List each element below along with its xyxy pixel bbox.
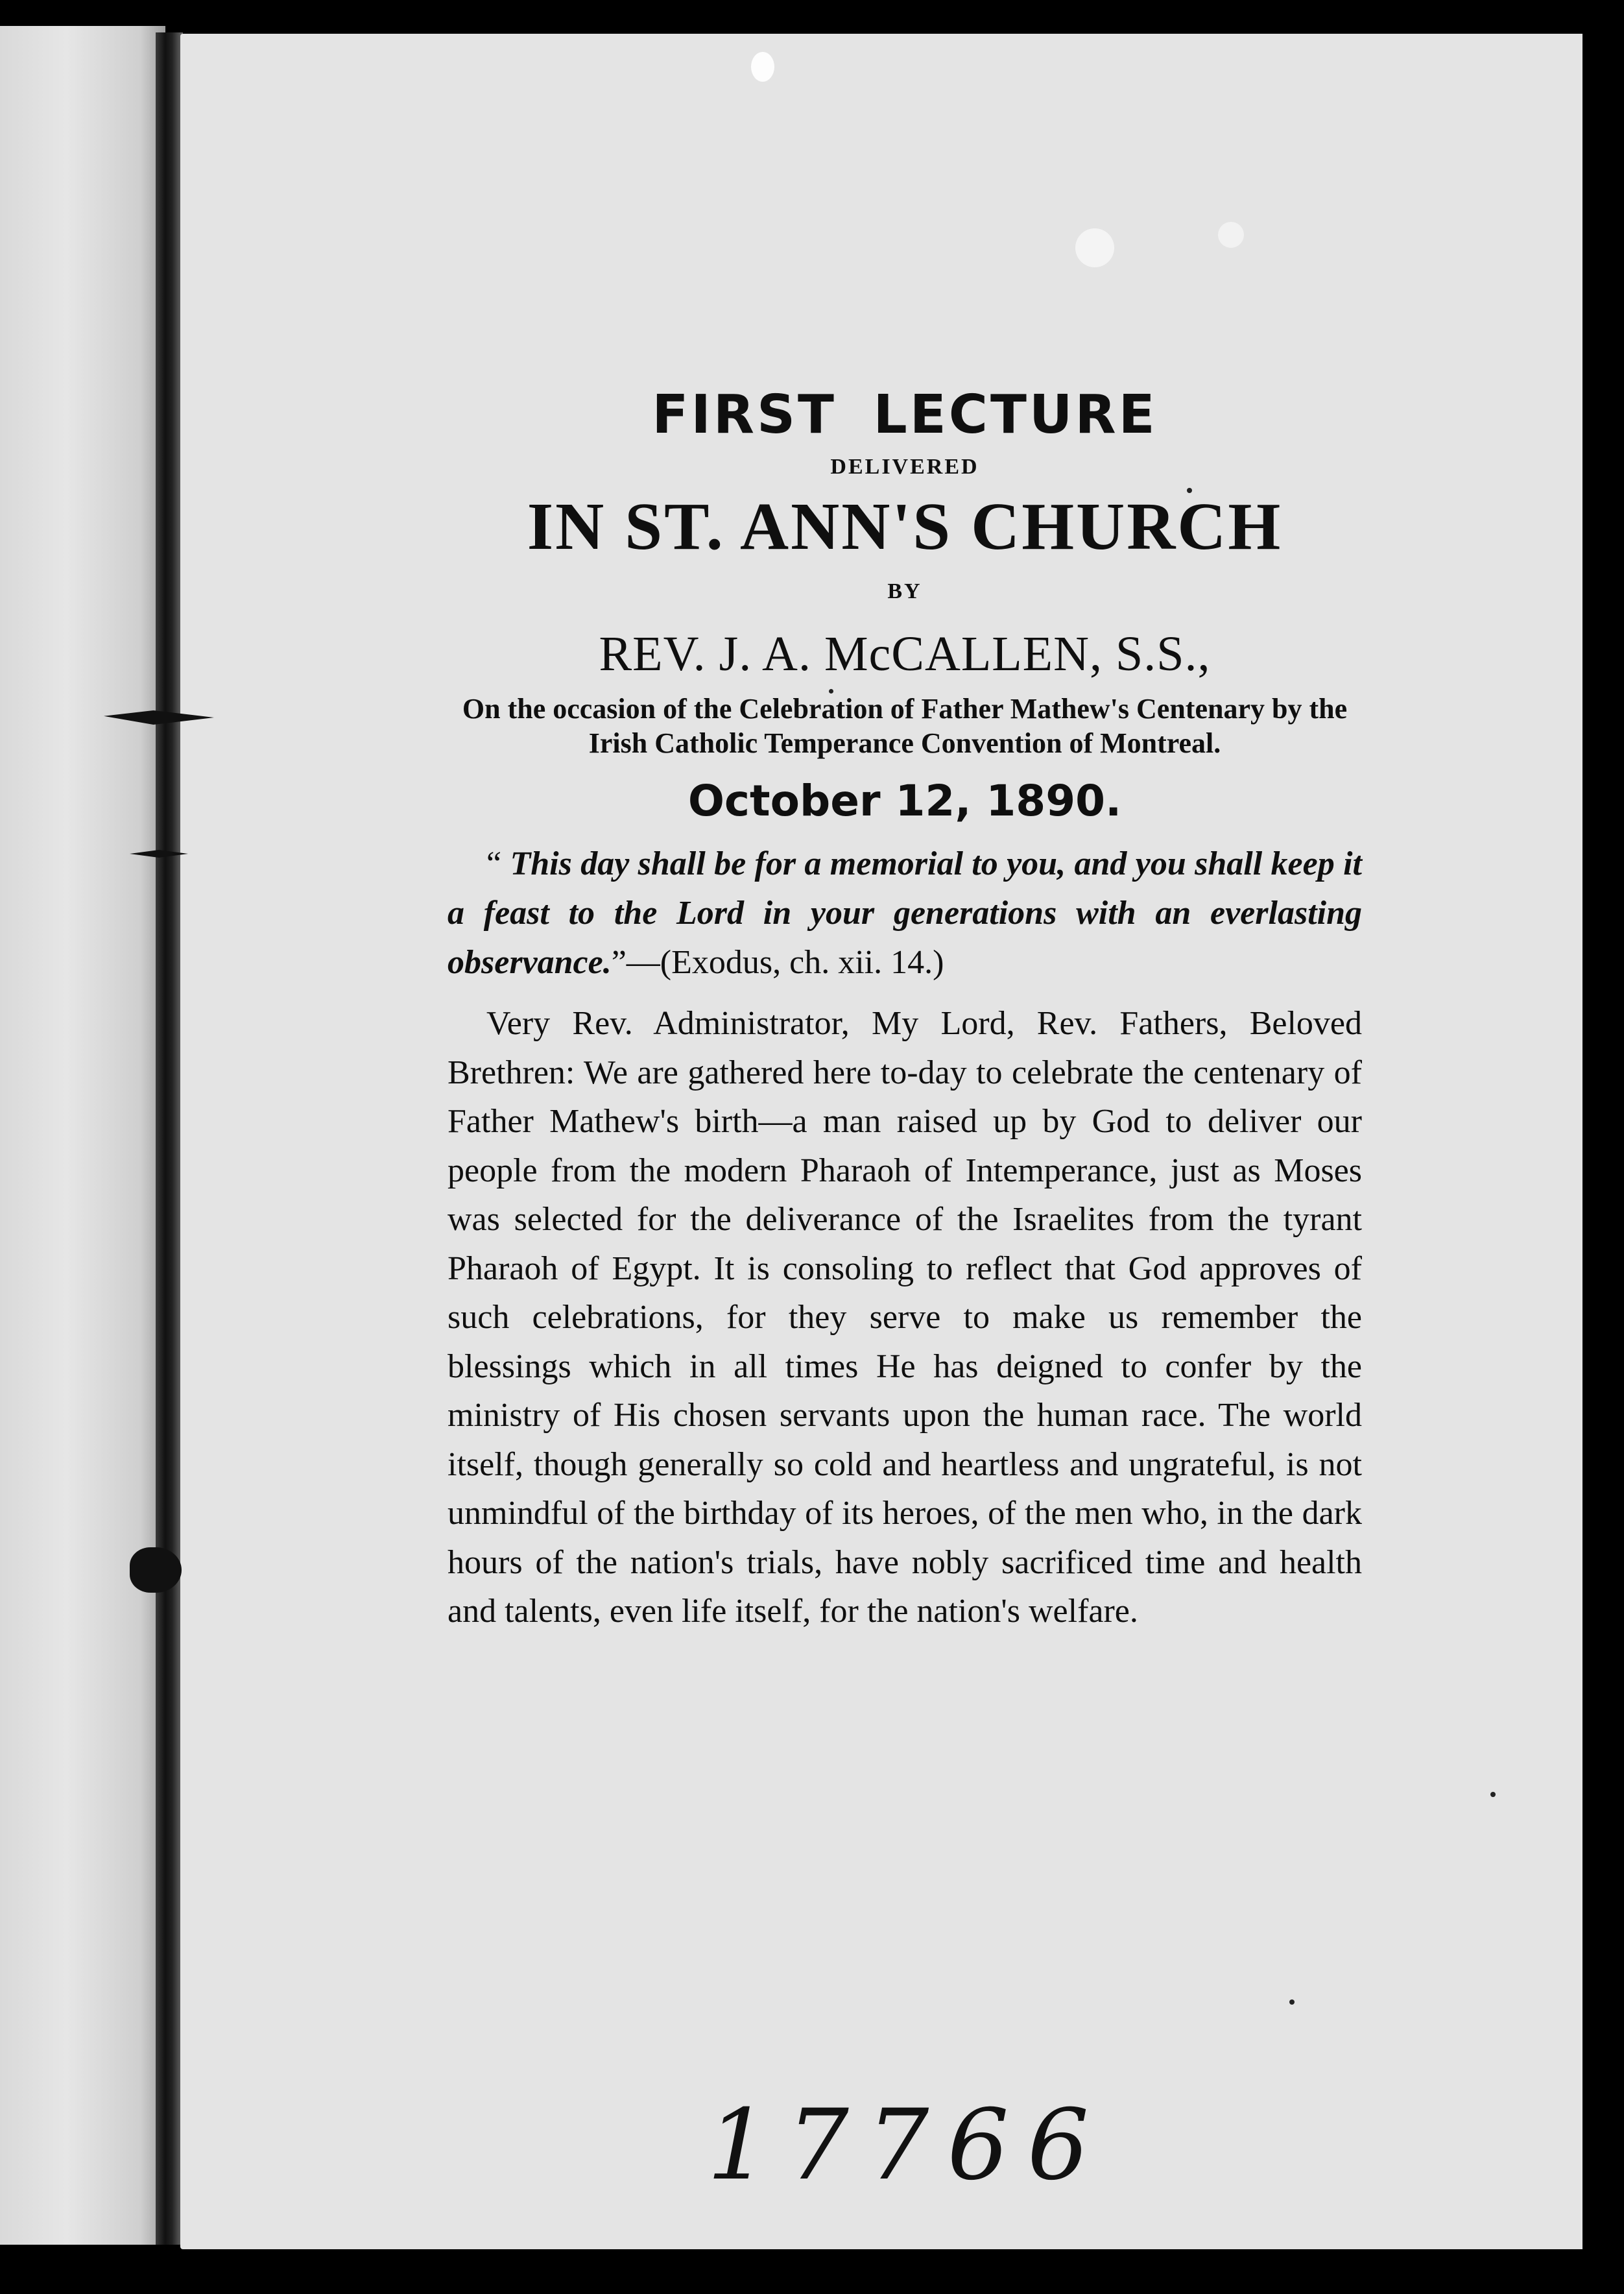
scan-border: [1582, 0, 1624, 2294]
ink-speck: [1289, 1999, 1295, 2005]
lecture-date: October 12, 1890.: [687, 776, 1122, 826]
occasion-text: On the occasion of the Celebration of Father Mathew's Centenary by the Irish Catholic Temperance Convention of Montreal.: [462, 693, 1348, 759]
epigraph-quote: This day shall be for a memorial to you, and you shall keep it a feast to the Lord in your generations with an everlasting observance.: [448, 845, 1362, 981]
epigraph: [448, 839, 1362, 987]
epigraph-citation: ”—(Exodus, ch. xii. 14.): [611, 944, 944, 981]
epigraph-open-quote: “: [486, 845, 510, 882]
binding-gutter: [156, 32, 183, 2245]
paper-blemish: [1075, 228, 1114, 267]
paper-blemish: [751, 52, 774, 82]
lecture-content: [448, 383, 1362, 1636]
delivered-label: DELIVERED: [830, 455, 979, 479]
adjacent-page-edge: [0, 26, 165, 2245]
body-paragraph: Very Rev. Administrator, My Lord, Rev. Fathers, Beloved Brethren: We are gathered here to-day to celebrate the centenary of Father Mathew's birth—a man raised up by God to deliver our people from the modern Pharaoh of Intemperance, just as Moses was selected for the deliverance of the Israelites from the tyrant Pharaoh of Egypt. It is consoling to reflect that God approves of such celebrations, for they serve to make us remember the blessings which in all times He has deigned to confer by the ministry of His chosen servants upon the human race. The world itself, though generally so cold and heartless and ungrateful, is not unmindful of the birthday of its heroes, of the men who, in the dark hours of the nation's trials, have nobly sacrificed time and health and talents, even life itself, for the nation's welfare.: [448, 1005, 1362, 1630]
handwritten-catalog-number: 17766: [707, 2089, 1108, 2202]
binding-thread-mark: [130, 1547, 182, 1593]
church-heading: IN ST. ANN'S CHURCH: [527, 489, 1283, 564]
author-name: REV. J. A. McCALLEN, S.S.,: [599, 627, 1211, 681]
ink-speck: [1490, 1792, 1496, 1797]
by-label: BY: [887, 579, 922, 603]
lecture-title: FIRST LECTURE: [652, 384, 1158, 446]
paper-blemish: [1218, 222, 1244, 248]
